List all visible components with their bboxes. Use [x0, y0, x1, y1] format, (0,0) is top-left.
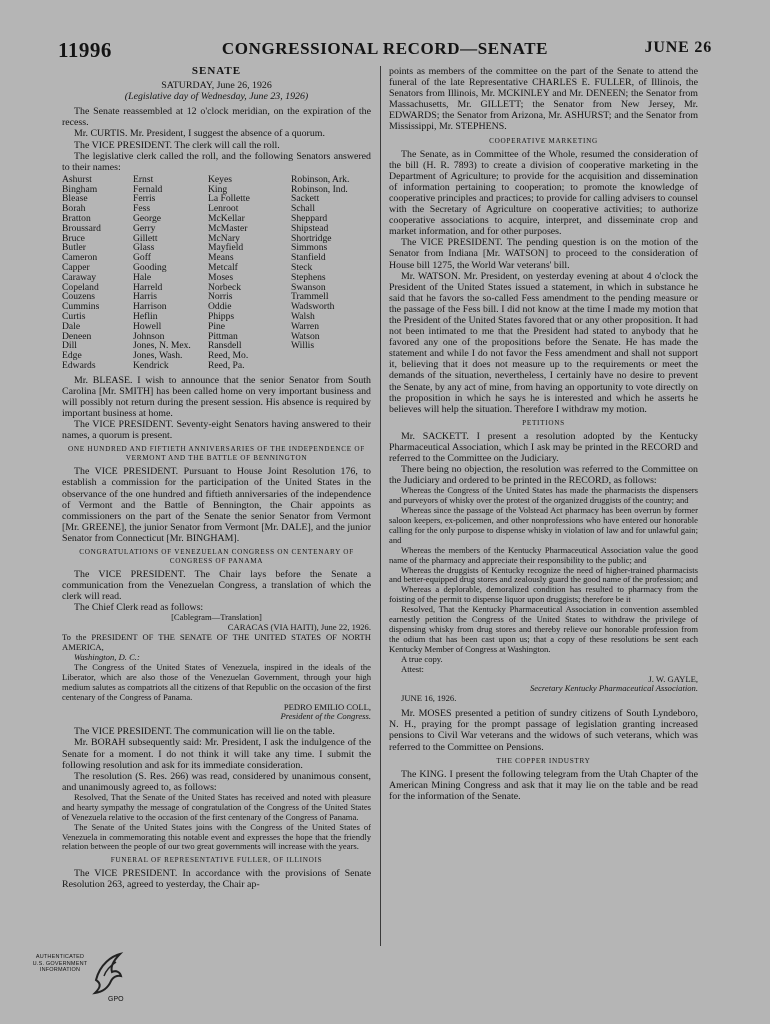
date-line: SATURDAY, June 26, 1926	[161, 80, 272, 92]
caption: PETITIONS	[522, 418, 565, 427]
resolution-text: Resolved, That the Senate of the United States has received and noted with pleasure and hearty sympathy the message of congratulation of the Congress of the United States of Venezuela relative to the occasion of the first centenary of the Congress of Panama.	[62, 791, 371, 822]
header-date: JUNE 26	[644, 39, 712, 56]
senator-name: Ferris	[133, 194, 156, 205]
paragraph: Mr. BORAH subsequently said: Mr. President, I ask the indulgence of the Senate for a moment. I do not think it will take any time. I submit the following resolution and ask for its immediate consideration.	[62, 737, 371, 771]
senator-name: Stephens	[291, 272, 326, 283]
paragraph: Mr. WATSON. Mr. President, on yesterday evening at about 4 o'clock the President of the United States issued a statement, in which in substance he said that he favors the so-called Fess amendment to the pending measure or the passage of the Fess bill. I did not know at the time I made my motion that the President of the United States favored that or any other proposition. It had not been intimated to me that the President had stated to anybody that he favored any one of the propositions before the Senate. He has made the statement and while I do not favor the Fess amendment and shall not support it, believing that it does not measure up to the requirements or meet the demands of the situation, nevertheless, I certainly have no desire to prevent the Senate, by any act of mine, from having an opportunity to vote directly on the proposition in which he says he is interested and which he asserts he believes will help the situation. Therefore I withdraw my motion.	[389, 270, 698, 415]
eagle-seal-icon	[90, 950, 124, 996]
senator-name: Ashurst	[62, 174, 92, 185]
resolution-text: Attest:	[401, 663, 424, 674]
senator-name: Curtis	[62, 312, 86, 322]
left-column	[62, 66, 371, 891]
paragraph: There being no objection, the resolution was referred to the Committee on the Judiciary and ordered to be printed in the RECORD, as follows:	[389, 464, 698, 487]
senator-name: Bratton	[62, 214, 91, 224]
senator-name: Schall	[291, 204, 315, 215]
cablegram-date: CARACAS (VIA HAITI), June 22, 1926.	[227, 622, 371, 633]
authentication-label: AUTHENTICATED U.S. GOVERNMENT INFORMATION	[32, 954, 88, 973]
senator-name: Watson	[291, 331, 320, 342]
senator-name: Couzens	[62, 292, 96, 303]
senator-name: Kendrick	[133, 360, 169, 371]
senator-name: Harreld	[133, 282, 163, 293]
cablegram-note: [Cablegram—Translation]	[171, 612, 262, 623]
senator-name: Ernst	[133, 174, 154, 185]
senator-name: Wadsworth	[291, 302, 335, 312]
resolution-text: The Senate of the United States joins with the Congress of the United States of Venezuela in commemorating this notable event and expresses the hope that the friendly relation between the people of our two great governments will increase with the years.	[62, 821, 371, 852]
senator-name: Ransdell	[208, 341, 242, 352]
senator-name: Goff	[133, 253, 151, 264]
senator-name: Harrison	[133, 302, 167, 312]
gpo-label: GPO	[108, 996, 124, 1003]
resolution-text: Whereas since the passage of the Volstead Act pharmacy has been overrun by former saloon keepers, ex-policemen, and other nonprofessions who have entered our honorable calling for the only purpose to dispense whisky in violation of law and for unlawful gain; and	[389, 505, 698, 545]
senator-name: Gooding	[133, 263, 167, 273]
senator-name: Cameron	[62, 253, 98, 264]
senator-name: Cummins	[62, 302, 100, 312]
resolution-text: A true copy.	[401, 653, 443, 664]
senator-name: Hale	[133, 272, 152, 283]
roll-call-names	[62, 175, 371, 371]
senator-name: Steck	[291, 263, 313, 273]
addressee-city: Washington, D. C.:	[74, 652, 140, 662]
senator-name: Willis	[291, 341, 315, 352]
senator-name: Deneen	[62, 331, 92, 342]
senator-name: Blease	[62, 194, 88, 205]
resolution-text: Whereas a deplorable, demoralized condition has resulted to pharmacy from the foisting of the permit to dispense liquor upon druggists; therefore be it	[389, 584, 698, 605]
paragraph: The VICE PRESIDENT. Pursuant to House Joint Resolution 176, to establish a commission for the participation of the United States in the observance of the one hundred and fiftieth anniversaries of the independence of Vermont and the Battle of Bennington, the Chair appoints as commissioners on the part of the Senate the senior Senator from Vermont [Mr. GREENE], the junior Senator from Vermont [Mr. DALE], and the junior Senator from Connecticut [Mr. BINGHAM].	[62, 466, 371, 544]
paragraph: The resolution (S. Res. 266) was read, considered by unanimous consent, and unanimously agreed to, as follows:	[62, 770, 371, 793]
senator-name: Norris	[208, 292, 233, 303]
signatory-title: President of the Congress.	[280, 711, 371, 722]
caption: COOPERATIVE MARKETING	[489, 136, 598, 145]
senator-name: Howell	[133, 321, 162, 332]
resolution-text: Resolved, That the Kentucky Pharmaceutical Association in convention assembled earnestly petition the Congress of the United States to withdraw the privilege of dispensing whisky from drug stores and thereby relieve our honorable profession from the odium that has been cast upon us; that a copy of these resolutions be sent each Kentucky Member of Congress at Washington.	[389, 604, 698, 654]
senator-name: Pittman	[208, 331, 238, 342]
senator-name: Lenroot	[208, 204, 239, 215]
names-column	[62, 175, 133, 371]
journal-title: CONGRESSIONAL RECORD—SENATE	[221, 39, 549, 58]
senator-name: Jones, N. Mex.	[133, 341, 191, 352]
senator-name: Reed, Pa.	[208, 360, 245, 371]
senator-name: Walsh	[291, 312, 315, 322]
senator-name: Gerry	[133, 223, 156, 234]
senator-name: Robinson, Ind.	[291, 184, 348, 195]
senator-name: Dill	[62, 341, 77, 352]
paragraph: Mr. SACKETT. I present a resolution adopted by the Kentucky Pharmaceutical Association, which I ask may be printed in the RECORD and referred to the Committee on the Judiciary.	[389, 430, 698, 464]
senator-name: Robinson, Ark.	[291, 174, 350, 185]
paragraph: Mr. BLEASE. I wish to announce that the senior Senator from South Carolina [Mr. SMITH] has been called home on very important business and will possibly not return during the present session. His absence is required by important business at home.	[62, 374, 371, 420]
senator-name: Stanfield	[291, 253, 326, 264]
senator-name: Butler	[62, 243, 86, 254]
caption: ONE HUNDRED AND FIFTIETH ANNIVERSARIES OF THE INDEPENDENCE OF VERMONT AND THE BATTLE OF BENNINGTON	[68, 445, 365, 463]
resolution-text: Whereas the Congress of the United States has made the pharmacists the dispensers and purveyors of whisky over the protest of the organized druggists of the country; and	[389, 485, 698, 506]
paragraph: The Senate reassembled at 12 o'clock meridian, on the expiration of the recess.	[62, 106, 371, 129]
cablegram-text: The Congress of the United States of Venezuela, inspired in the ideals of the Liberator, which are also those of the Venezuelan Government, through your high medium salutes as compatriots all the citizens of that Republic on the occasion of the first centenary of the Congress of Panama.	[62, 661, 371, 702]
gpo-authentication-mark	[30, 950, 125, 1010]
senator-name: Sheppard	[291, 214, 328, 224]
senator-name: Fess	[133, 204, 151, 215]
senator-name: Oddie	[208, 302, 232, 312]
senator-name: Harris	[133, 292, 157, 303]
paragraph: The VICE PRESIDENT. The pending question is on the motion of the Senator from Indiana [Mr. WATSON] to proceed to the consideration of House bill 1275, the World War veterans' bill.	[389, 237, 698, 271]
senator-name: Edwards	[62, 360, 96, 371]
paragraph: The legislative clerk called the roll, and the following Senators answered to their names:	[62, 150, 371, 173]
senator-name: Reed, Mo.	[208, 351, 249, 361]
paragraph: Mr. MOSES presented a petition of sundry citizens of South Lyndeboro, N. H., praying for the prompt passage of legislation granting increased pensions to Civil War veterans and the widows of such veterans, which was referred to the Committee on Pensions.	[389, 708, 698, 753]
caption: FUNERAL OF REPRESENTATIVE FULLER, OF ILLINOIS	[110, 856, 323, 865]
column-divider	[380, 66, 381, 946]
senator-name: Warren	[291, 321, 319, 332]
caption: CONGRATULATIONS OF VENEZUELAN CONGRESS ON CENTENARY OF CONGRESS OF PANAMA	[79, 548, 354, 565]
paragraph: The Senate, as in Committee of the Whole, resumed the consideration of the bill (H. R. 7893) to create a division of cooperative marketing in the Department of Agriculture; to provide for the acquisition and dissemination of information pertaining to cooperation; to promote the knowledge of cooperative principles and practices; to provide for calling advisers to counsel with the Secretary of Agriculture on cooperative activities; to authorize cooperative associations to acquire, interpret, and disseminate crop and market information, and for other purposes.	[389, 148, 698, 238]
resolution-text: Whereas the members of the Kentucky Pharmaceutical Association value the good name of the pharmacy and appreciate their responsibility to the public; and	[389, 544, 698, 565]
right-column	[389, 66, 698, 802]
senator-name: Edge	[62, 351, 82, 361]
names-column	[133, 175, 208, 371]
senator-name: Moses	[208, 272, 234, 283]
senator-name: Shipstead	[291, 223, 329, 234]
resolution-date: JUNE 16, 1926.	[401, 693, 457, 704]
senator-name: Capper	[62, 263, 90, 273]
paragraph: The Chief Clerk read as follows:	[74, 602, 204, 614]
paragraph: The VICE PRESIDENT. In accordance with the provisions of Senate Resolution 263, agreed to yesterday, the Chair ap-	[62, 868, 371, 891]
senator-name: La Follette	[208, 194, 250, 205]
paragraph: The KING. I present the following telegram from the Utah Chapter of the American Mining Congress and ask that it may lie on the table and be read for the information of the Senate.	[389, 768, 698, 802]
senator-name: McMaster	[208, 223, 248, 234]
names-column	[291, 175, 371, 371]
page-number: 11996	[58, 38, 112, 62]
addressee: To the PRESIDENT OF THE SENATE OF THE UNITED STATES OF NORTH AMERICA,	[62, 632, 371, 653]
signatory-title: Secretary Kentucky Pharmaceutical Association.	[529, 683, 698, 694]
legislative-day: (Legislative day of Wednesday, June 23, 1926)	[124, 91, 309, 103]
senator-name: Metcalf	[208, 263, 238, 273]
signatory: J. W. GAYLE,	[648, 673, 698, 684]
senator-name: Pine	[208, 321, 226, 332]
paragraph: The VICE PRESIDENT. Seventy-eight Senators having answered to their names, a quorum is present.	[62, 419, 371, 442]
senator-name: Swanson	[291, 282, 326, 293]
senator-name: Shortridge	[291, 233, 332, 244]
caption: THE COPPER INDUSTRY	[496, 756, 591, 765]
senator-name: Borah	[62, 204, 86, 215]
senator-name: Dale	[62, 321, 81, 332]
signatory: PEDRO EMILIO COLL,	[283, 701, 371, 712]
senator-name: George	[133, 214, 162, 224]
paragraph: Mr. CURTIS. Mr. President, I suggest the absence of a quorum.	[74, 128, 325, 140]
senator-name: King	[208, 184, 228, 195]
senator-name: Fernald	[133, 184, 163, 195]
names-column	[208, 175, 291, 371]
senator-name: Jones, Wash.	[133, 351, 183, 361]
resolution-text: Whereas the druggists of Kentucky recognize the need of higher-trained pharmacists and better-equipped drug stores and zealously guard the good name of the profession; and	[389, 564, 698, 585]
senator-name: Keyes	[208, 174, 232, 185]
senator-name: Sackett	[291, 194, 320, 205]
senator-name: Phipps	[208, 312, 235, 322]
paragraph: points as members of the committee on the part of the Senate to attend the funeral of the late Representative CHARLES E. FULLER, of Illinois, the Senators from Illinois, Mr. MCKINLEY and Mr. DENEEN; the Senator from Massachusetts, Mr. GILLETT; the Senator from New Jersey, Mr. EDWARDS; the Senator from Arizona, Mr. ASHURST; and the Senator from Mississippi, Mr. STEPHENS.	[389, 66, 698, 133]
running-header	[58, 38, 712, 60]
senator-name: Glass	[133, 243, 155, 254]
senator-name: Simmons	[291, 243, 328, 254]
senator-name: Trammell	[291, 292, 329, 303]
senator-name: Bruce	[62, 233, 85, 244]
senator-name: Bingham	[62, 184, 98, 195]
senator-name: Mayfield	[208, 243, 244, 254]
senator-name: McKellar	[208, 214, 245, 224]
paragraph: The VICE PRESIDENT. The clerk will call the roll.	[74, 139, 280, 151]
paragraph: The VICE PRESIDENT. The Chair lays before the Senate a communication from the Venezuelan Congress, a translation of which the clerk will read.	[62, 569, 371, 603]
senator-name: Norbeck	[208, 282, 242, 293]
section-title: SENATE	[191, 65, 242, 77]
senator-name: Heflin	[133, 312, 158, 322]
paragraph: The VICE PRESIDENT. The communication will lie on the table.	[74, 726, 335, 738]
senator-name: Broussard	[62, 223, 101, 234]
senator-name: McNary	[208, 233, 240, 244]
senator-name: Gillett	[133, 233, 158, 244]
senator-name: Johnson	[133, 331, 165, 342]
senator-name: Copeland	[62, 282, 99, 293]
senator-name: Caraway	[62, 272, 97, 283]
senator-name: Means	[208, 253, 234, 264]
